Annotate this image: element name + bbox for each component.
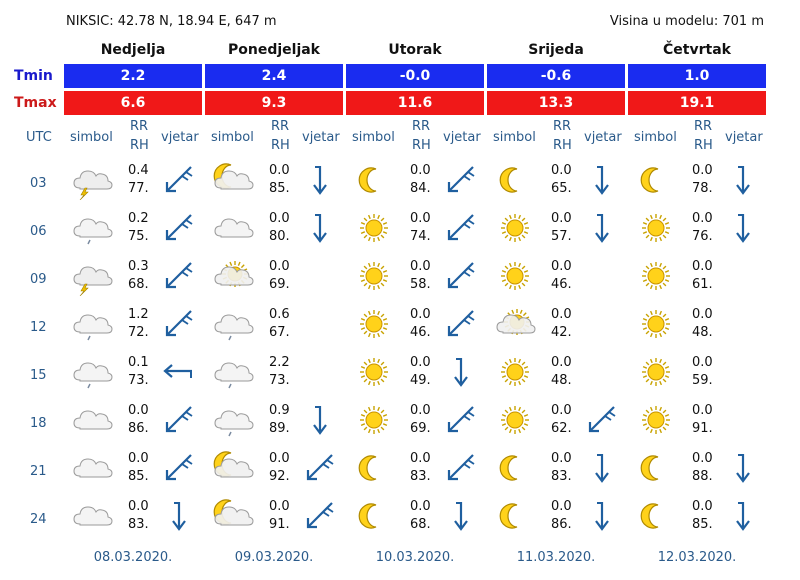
wind-arrow-icon <box>585 210 619 244</box>
table-row <box>0 208 800 256</box>
sun-icon <box>634 306 678 342</box>
wind-arrow-icon <box>585 402 619 436</box>
rr-value: 0.0 <box>410 451 431 466</box>
moon-cloud-icon <box>211 162 255 198</box>
wind-arrow-icon <box>585 450 619 484</box>
simbol-header: simbol <box>211 130 254 145</box>
rh-value: 62. <box>551 421 572 436</box>
vjetar-header: vjetar <box>584 130 622 145</box>
rr-value: 0.4 <box>128 163 149 178</box>
rh-value: 77. <box>128 181 149 196</box>
rh-value: 59. <box>692 373 713 388</box>
wind-arrow-icon <box>444 210 478 244</box>
wind-arrow-icon <box>444 306 478 340</box>
rh-value: 91. <box>692 421 713 436</box>
rh-value: 65. <box>551 181 572 196</box>
sun-icon <box>493 210 537 246</box>
rr-header: RR <box>694 119 713 134</box>
day-name-4: Srijeda <box>528 42 584 58</box>
rr-value: 0.0 <box>551 163 572 178</box>
vjetar-header: vjetar <box>443 130 481 145</box>
rr-value: 0.2 <box>128 211 149 226</box>
sun-icon <box>493 402 537 438</box>
rh-header: RH <box>271 138 290 153</box>
table-row <box>0 352 800 400</box>
rr-value: 2.2 <box>269 355 290 370</box>
rh-value: 67. <box>269 325 290 340</box>
rr-value: 0.0 <box>269 499 290 514</box>
rain-icon <box>70 210 114 246</box>
column-headers <box>0 118 800 158</box>
sun-icon <box>352 210 396 246</box>
rh-value: 46. <box>410 325 431 340</box>
table-row <box>0 496 800 544</box>
day-name-2: Ponedjeljak <box>227 42 320 58</box>
cloud-icon <box>211 210 255 246</box>
rr-value: 0.0 <box>551 403 572 418</box>
utc-hour: 21 <box>30 464 47 479</box>
wind-arrow-icon <box>444 162 478 196</box>
rr-value: 0.0 <box>551 307 572 322</box>
rh-value: 68. <box>410 517 431 532</box>
rr-header: RR <box>271 119 290 134</box>
utc-header: UTC <box>26 130 52 145</box>
rh-value: 73. <box>269 373 290 388</box>
table-row <box>0 160 800 208</box>
rh-value: 85. <box>128 469 149 484</box>
moon-icon <box>493 162 537 198</box>
simbol-header: simbol <box>70 130 113 145</box>
cloud-icon <box>70 498 114 534</box>
rh-value: 49. <box>410 373 431 388</box>
rr-value: 0.0 <box>692 499 713 514</box>
rr-value: 0.0 <box>692 307 713 322</box>
rr-value: 0.0 <box>128 499 149 514</box>
wind-arrow-icon <box>162 354 196 388</box>
wind-arrow-icon <box>726 162 760 196</box>
wind-arrow-icon <box>585 498 619 532</box>
wind-arrow-icon <box>444 450 478 484</box>
wind-arrow-icon <box>162 306 196 340</box>
wind-arrow-icon <box>162 258 196 292</box>
utc-hour: 12 <box>30 320 47 335</box>
sun-icon <box>634 258 678 294</box>
rh-value: 58. <box>410 277 431 292</box>
utc-hour: 09 <box>30 272 47 287</box>
rr-value: 0.0 <box>551 259 572 274</box>
utc-hour: 15 <box>30 368 47 383</box>
rh-value: 48. <box>692 325 713 340</box>
wind-arrow-icon <box>726 210 760 244</box>
tmax-value-4: 13.3 <box>487 91 625 115</box>
wind-arrow-icon <box>303 162 337 196</box>
table-row <box>0 400 800 448</box>
rh-header: RH <box>130 138 149 153</box>
wind-arrow-icon <box>303 450 337 484</box>
table-row <box>0 448 800 496</box>
moon-icon <box>634 162 678 198</box>
rh-value: 68. <box>128 277 149 292</box>
day-name-1: Nedjelja <box>100 42 166 58</box>
rr-value: 0.0 <box>128 403 149 418</box>
rh-value: 48. <box>551 373 572 388</box>
sun-icon <box>493 258 537 294</box>
rh-value: 89. <box>269 421 290 436</box>
vjetar-header: vjetar <box>725 130 763 145</box>
rr-value: 0.0 <box>410 499 431 514</box>
rr-value: 0.1 <box>128 355 149 370</box>
rr-value: 0.0 <box>410 259 431 274</box>
table-row <box>0 256 800 304</box>
date-5: 12.03.2020. <box>657 550 737 565</box>
rr-value: 0.0 <box>692 451 713 466</box>
sun-icon <box>352 306 396 342</box>
tmax-value-5: 19.1 <box>628 91 766 115</box>
cloud-icon <box>70 402 114 438</box>
rh-value: 42. <box>551 325 572 340</box>
date-1: 08.03.2020. <box>93 550 173 565</box>
wind-arrow-icon <box>444 258 478 292</box>
wind-arrow-icon <box>444 354 478 388</box>
location-info: NIKSIC: 42.78 N, 18.94 E, 647 m <box>66 14 277 29</box>
rh-value: 85. <box>269 181 290 196</box>
moon-icon <box>493 450 537 486</box>
rr-value: 0.3 <box>128 259 149 274</box>
wind-arrow-icon <box>585 162 619 196</box>
tmax-value-2: 9.3 <box>205 91 343 115</box>
sun-icon <box>634 354 678 390</box>
moon-icon <box>352 498 396 534</box>
sun-cloud-icon <box>493 306 537 342</box>
rh-value: 75. <box>128 229 149 244</box>
moon-icon <box>634 498 678 534</box>
day-name-3: Utorak <box>388 42 442 58</box>
sun-cloud-icon <box>211 258 255 294</box>
tmin-label: Tmin <box>14 68 53 84</box>
sun-icon <box>352 258 396 294</box>
thunder-icon <box>70 258 114 294</box>
rh-value: 73. <box>128 373 149 388</box>
rh-value: 86. <box>551 517 572 532</box>
table-row <box>0 304 800 352</box>
rh-value: 83. <box>410 469 431 484</box>
rr-value: 0.0 <box>269 163 290 178</box>
rr-value: 0.0 <box>692 163 713 178</box>
rr-value: 0.6 <box>269 307 290 322</box>
utc-hour: 06 <box>30 224 47 239</box>
rr-value: 1.2 <box>128 307 149 322</box>
rh-value: 57. <box>551 229 572 244</box>
rr-value: 0.0 <box>269 259 290 274</box>
rain-icon <box>211 402 255 438</box>
wind-arrow-icon <box>303 498 337 532</box>
rh-value: 86. <box>128 421 149 436</box>
tmax-row <box>14 91 766 115</box>
rr-value: 0.0 <box>692 211 713 226</box>
wind-arrow-icon <box>162 498 196 532</box>
rain-icon <box>211 306 255 342</box>
rh-value: 46. <box>551 277 572 292</box>
vjetar-header: vjetar <box>161 130 199 145</box>
moon-cloud-icon <box>211 450 255 486</box>
tmin-value-5: 1.0 <box>628 64 766 88</box>
tmax-value-3: 11.6 <box>346 91 484 115</box>
date-2: 09.03.2020. <box>234 550 314 565</box>
simbol-header: simbol <box>352 130 395 145</box>
rr-header: RR <box>130 119 149 134</box>
sun-icon <box>634 402 678 438</box>
cloud-icon <box>70 450 114 486</box>
wind-arrow-icon <box>726 450 760 484</box>
rh-value: 76. <box>692 229 713 244</box>
rh-value: 61. <box>692 277 713 292</box>
rr-value: 0.0 <box>692 355 713 370</box>
rh-value: 83. <box>551 469 572 484</box>
rh-value: 69. <box>410 421 431 436</box>
tmin-row <box>14 64 766 88</box>
rain-icon <box>211 354 255 390</box>
tmin-value-3: -0.0 <box>346 64 484 88</box>
rr-value: 0.0 <box>269 451 290 466</box>
rh-value: 85. <box>692 517 713 532</box>
rh-value: 69. <box>269 277 290 292</box>
rr-value: 0.0 <box>410 403 431 418</box>
rh-value: 91. <box>269 517 290 532</box>
wind-arrow-icon <box>444 402 478 436</box>
tmax-label: Tmax <box>14 95 57 111</box>
rh-header: RH <box>412 138 431 153</box>
moon-icon <box>352 162 396 198</box>
date-4: 11.03.2020. <box>516 550 596 565</box>
date-row <box>0 550 800 568</box>
rr-value: 0.0 <box>269 211 290 226</box>
tmax-value-1: 6.6 <box>64 91 202 115</box>
rh-value: 72. <box>128 325 149 340</box>
rr-value: 0.0 <box>410 307 431 322</box>
rh-header: RH <box>694 138 713 153</box>
utc-hour: 03 <box>30 176 47 191</box>
rh-value: 84. <box>410 181 431 196</box>
wind-arrow-icon <box>162 402 196 436</box>
utc-hour: 18 <box>30 416 47 431</box>
moon-icon <box>493 498 537 534</box>
rr-value: 0.0 <box>692 259 713 274</box>
tmin-value-4: -0.6 <box>487 64 625 88</box>
rr-value: 0.9 <box>269 403 290 418</box>
wind-arrow-icon <box>303 210 337 244</box>
day-name-5: Četvrtak <box>663 42 731 58</box>
rh-value: 78. <box>692 181 713 196</box>
day-headers <box>64 42 766 62</box>
header <box>0 14 800 34</box>
rr-value: 0.0 <box>551 451 572 466</box>
rr-value: 0.0 <box>410 355 431 370</box>
wind-arrow-icon <box>162 162 196 196</box>
simbol-header: simbol <box>493 130 536 145</box>
simbol-header: simbol <box>634 130 677 145</box>
rh-value: 74. <box>410 229 431 244</box>
moon-icon <box>352 450 396 486</box>
sun-icon <box>493 354 537 390</box>
date-3: 10.03.2020. <box>375 550 455 565</box>
rr-value: 0.0 <box>551 499 572 514</box>
moon-cloud-icon <box>211 498 255 534</box>
wind-arrow-icon <box>726 498 760 532</box>
rr-value: 0.0 <box>551 355 572 370</box>
rr-value: 0.0 <box>692 403 713 418</box>
rr-header: RR <box>553 119 572 134</box>
thunder-icon <box>70 162 114 198</box>
rh-value: 88. <box>692 469 713 484</box>
wind-arrow-icon <box>162 210 196 244</box>
rr-header: RR <box>412 119 431 134</box>
rr-value: 0.0 <box>128 451 149 466</box>
rh-value: 92. <box>269 469 290 484</box>
vjetar-header: vjetar <box>302 130 340 145</box>
sun-icon <box>634 210 678 246</box>
tmin-value-1: 2.2 <box>64 64 202 88</box>
tmin-value-2: 2.4 <box>205 64 343 88</box>
rr-value: 0.0 <box>410 163 431 178</box>
wind-arrow-icon <box>444 498 478 532</box>
rh-header: RH <box>553 138 572 153</box>
rr-value: 0.0 <box>410 211 431 226</box>
sun-icon <box>352 402 396 438</box>
rain-icon <box>70 306 114 342</box>
rr-value: 0.0 <box>551 211 572 226</box>
rh-value: 80. <box>269 229 290 244</box>
model-height: Visina u modelu: 701 m <box>609 14 764 29</box>
rh-value: 83. <box>128 517 149 532</box>
sun-icon <box>352 354 396 390</box>
wind-arrow-icon <box>303 402 337 436</box>
utc-hour: 24 <box>30 512 47 527</box>
wind-arrow-icon <box>162 450 196 484</box>
rain-icon <box>70 354 114 390</box>
moon-icon <box>634 450 678 486</box>
